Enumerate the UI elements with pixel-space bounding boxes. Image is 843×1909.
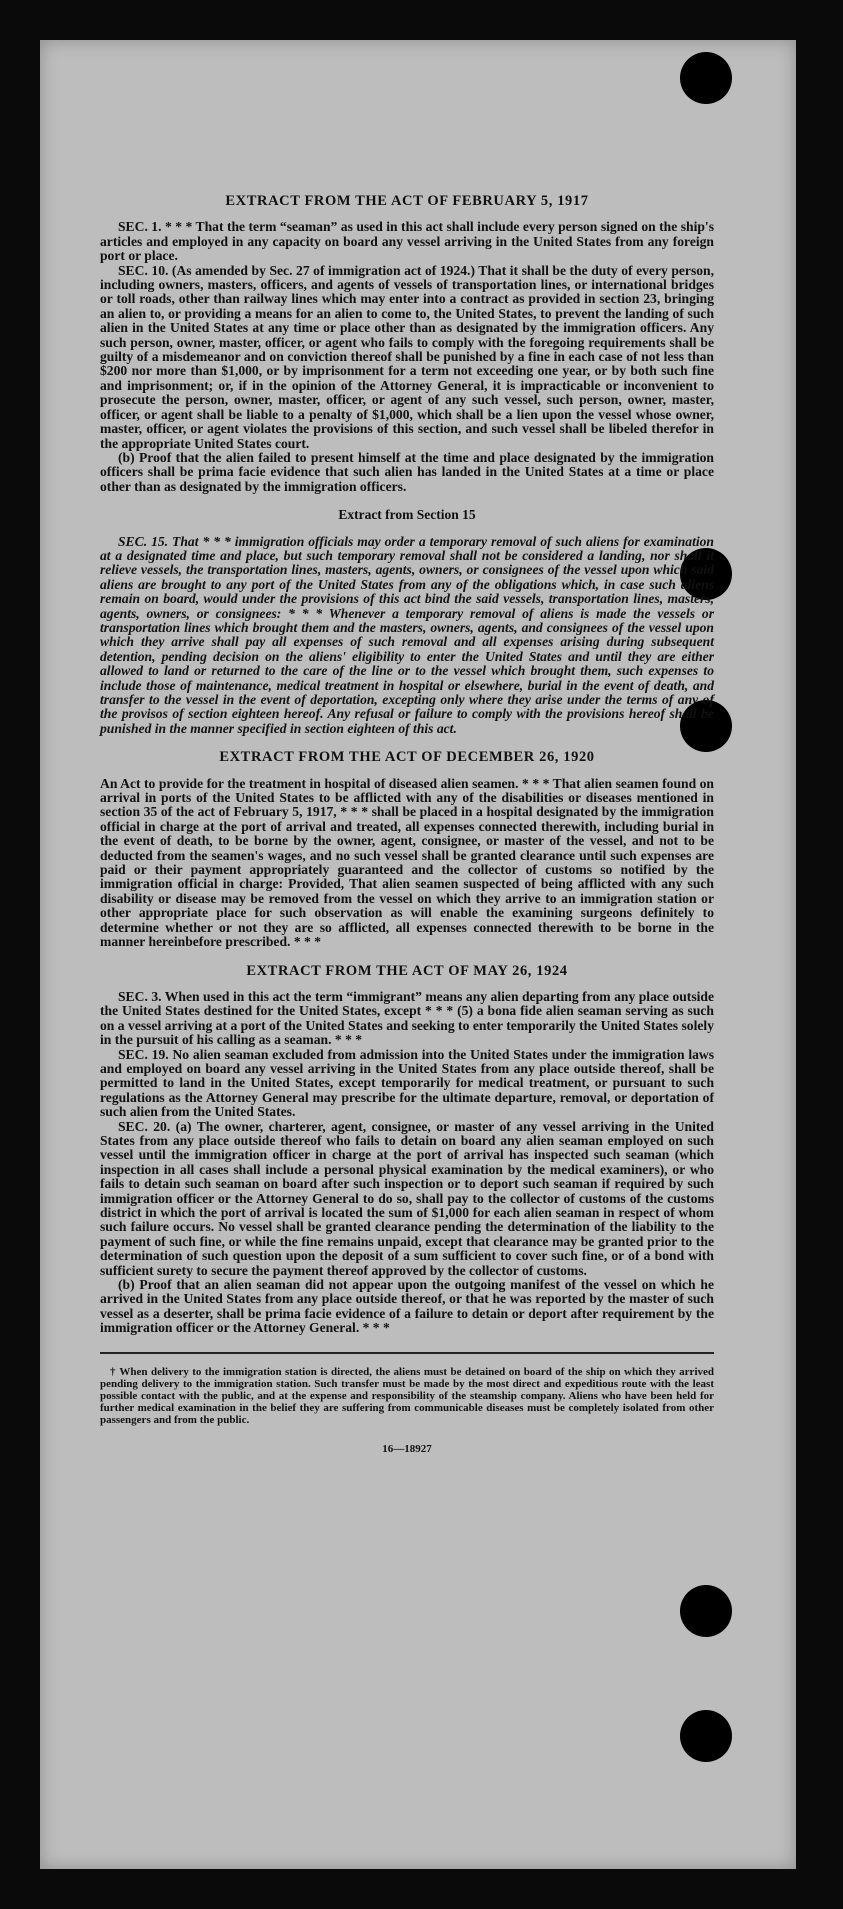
paragraph-sec-15: SEC. 15. That * * * immigration officials may order a temporary removal of such aliens for examination at a designated time and place, but such temporary removal shall not be considered a landing, nor shall it relieve vessels, the transportation lines, masters, agents, owners, or consignees of the vessel upon which said aliens are brought to any port of the United States from any of the obligations which, in case such aliens remain on board, would under the provisions of this act bind the said vessels, transportation lines, masters, agents, owners, or consignees: * * * Whenever a temporary removal of aliens is made the vessels or transportation lines which brought them and the masters, owners, agents, and consignees of the vessel upon which they arrive shall pay all expenses of such removal and all expenses arising during subsequent detention, pending decision on the aliens' eligibility to enter the United States and until they are either allowed to land or returned to the care of the line or to the vessel which brought them, such expenses to include those of maintenance, medical treatment in hospital or elsewhere, burial in the event of death, and transfer to the vessel in the event of deportation, excepting only where they arise under the terms of any of the provisos of section eighteen hereof. Any refusal or failure to comply with the provisions hereof shall be punished in the manner specified in section eighteen of this act. <box>100 533 714 736</box>
document-body <box>100 180 714 1456</box>
punch-hole <box>680 1585 732 1637</box>
paragraph-sec-1: SEC. 1. * * * That the term “seaman” as used in this act shall include every person signed on the ship's articles and employed in any capacity on board any vessel arriving in the United States from any foreign port or place. <box>100 219 714 264</box>
paragraph-act-1920: An Act to provide for the treatment in hospital of diseased alien seamen. * * * That alien seamen found on arrival in ports of the United States to be afflicted with any of the disabilities or diseases mentioned in section 35 of the act of February 5, 1917, * * * shall be placed in a hospital designated by the immigration official in charge at the port of arrival and treated, all expenses connected therewith, including burial in the event of death, to be borne by the owner, agent, consignee, or master of the vessel, and not to be deducted from the seamen's wages, and no such vessel shall be granted clearance until such expenses are paid or their payment appropriately guaranteed and the collector of customs so notified by the immigration official in charge: Provided, That alien seamen suspected of being afflicted with any such disability or disease may be removed from the vessel on which they arrive to an immigration station or other appropriate place for such observation as will enable the examining surgeons definitely to determine whether or not they are so afflicted, all expenses connected therewith to be borne in the manner hereinbefore prescribed. * * * <box>100 775 714 950</box>
heading-act-1920: EXTRACT FROM THE ACT OF DECEMBER 26, 1920 <box>219 749 595 766</box>
punch-hole <box>680 52 732 104</box>
paragraph-sec-19: SEC. 19. No alien seaman excluded from admission into the United States under the immigration laws and employed on board any vessel arriving in the United States from any place outside thereof, shall be permitted to land in the United States, except temporarily for medical treatment, or pursuant to such regulations as the Attorney General may prescribe for the ultimate departure, removal, or deportation of such alien from the United States. <box>100 1046 714 1120</box>
punch-hole <box>680 1710 732 1762</box>
paragraph-sec-10: SEC. 10. (As amended by Sec. 27 of immigration act of 1924.) That it shall be the duty of every person, including owners, masters, officers, and agents of vessels of transportation lines, or international bridges or toll roads, other than railway lines which may enter into a contract as provided in section 23, bringing an alien to, or providing a means for an alien to come to, the United States, to prevent the landing of such alien in the United States at any time or place other than as designated by the immigration officers. Any such person, owner, master, officer, or agent who fails to comply with the foregoing requirements shall be guilty of a misdemeanor and on conviction thereof shall be punished by a fine in each case of not less than $200 nor more than $1,000, or by imprisonment for a term not exceeding one year, or by both such fine and imprisonment; or, if in the opinion of the Attorney General, it is impracticable or inconvenient to prosecute the person, owner, master, officer, or agent of any such vessel, such person, owner, master, officer, or agent shall be liable to a penalty of $1,000, which shall be a lien upon the vessel whose owner, master, officer, or agent violates the provisions of this section, and such vessel shall be libeled therefor in the appropriate United States court. <box>100 262 714 451</box>
paragraph-sec-3: SEC. 3. When used in this act the term “immigrant” means any alien departing from any place outside the United States destined for the United States, except * * * (5) a bona fide alien seaman serving as such on a vessel arriving at a port of the United States and seeking to enter temporarily the United States solely in the pursuit of his calling as a seaman. * * * <box>100 988 714 1048</box>
heading-act-1917: EXTRACT FROM THE ACT OF FEBRUARY 5, 1917 <box>225 193 589 209</box>
heading-act-1924: EXTRACT FROM THE ACT OF MAY 26, 1924 <box>246 962 568 979</box>
paragraph-sec-20-b: (b) Proof that an alien seaman did not appear upon the outgoing manifest of the vessel on which he arrived in the United States from any place outside thereof, or that he was reported by the master of such vessel as a deserter, shall be prima facie evidence of a failure to detain or deport after requirement by the immigration officer or the Attorney General. * * * <box>100 1277 714 1336</box>
footnote: † When delivery to the immigration station is directed, the aliens must be detained on board of the ship on which they arrived pending delivery to the immigration station. Such transfer must be made by the most direct and expeditious route with the least possible contact with the public, and at the expense and responsibility of the steamship company. Aliens who have been held for further medical examination in the belief they are suffering from communicable diseases must be completely isolated from other passengers and from the public. <box>100 1365 714 1426</box>
paragraph-sec-10-b: (b) Proof that the alien failed to present himself at the time and place designated by the immigration officers shall be prima facie evidence that such alien has landed in the United States at a time or place other than as designated by the immigration officers. <box>100 449 714 494</box>
subheading-section-15: Extract from Section 15 <box>338 507 476 523</box>
paragraph-sec-20-a: SEC. 20. (a) The owner, charterer, agent, consignee, or master of any vessel arriving in the United States from any place outside thereof who fails to detain on board any alien seaman employed on such vessel until the immigration officer in charge at the port of arrival has inspected such seaman (which inspection in all cases shall include a personal physical examination by the medical examiners), or who fails to detain such seaman on board after such inspection or to deport such seaman if required by such immigration officer or the Attorney General to do so, shall pay to the collector of customs of the customs district in which the port of arrival is located the sum of $1,000 for each alien seaman in respect of whom such failure occurs. No vessel shall be granted clearance pending the determination of the liability to the payment of such fine, or while the fine remains unpaid, except that clearance may be granted prior to the determination of such question upon the deposit of a sum sufficient to cover such fine, or of a bond with sufficient surety to secure the payment thereof approved by the collector of customs. <box>100 1118 714 1278</box>
footnote-divider <box>100 1352 714 1354</box>
document-page <box>40 40 796 1869</box>
form-number: 16—18927 <box>382 1442 432 1455</box>
